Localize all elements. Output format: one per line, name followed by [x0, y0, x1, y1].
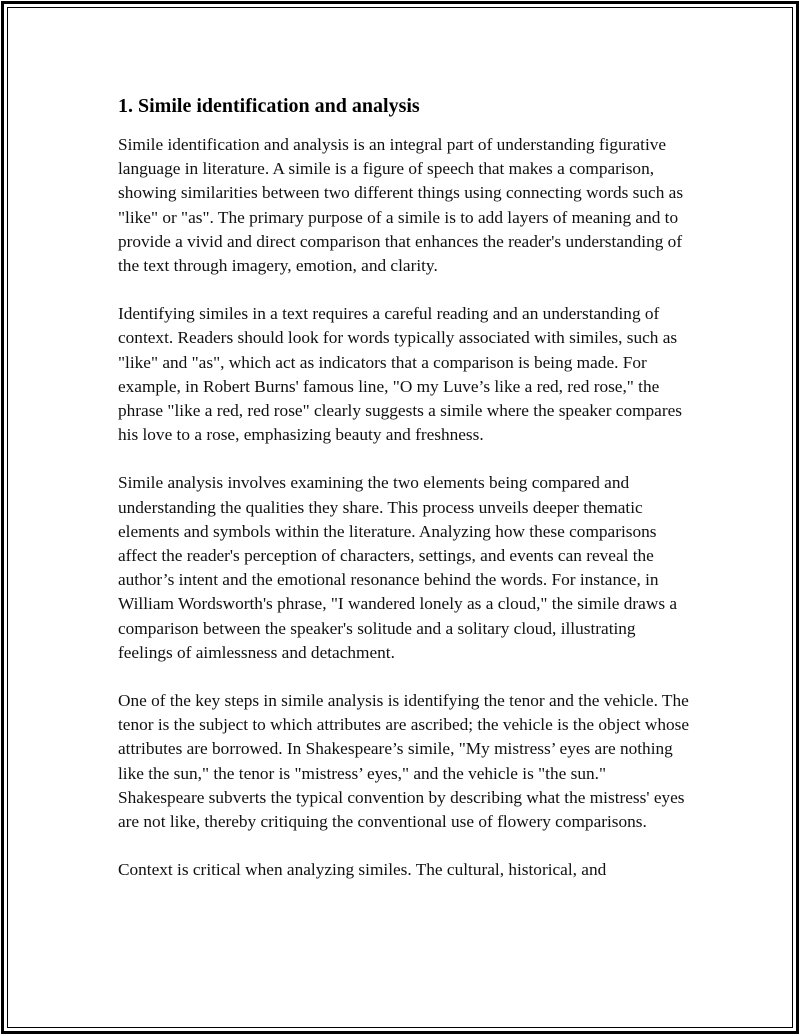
paragraph-simile-analysis: Simile analysis involves examining the two elements being compared and understanding the qualities they share. This process unveils deeper thematic elements and symbols within the literature. Analyzing how these comparisons affect the reader's perception of characters, settings, and events can reveal the author’s intent and the emotional resonance behind the words. For instance, in William Wordsworth's phrase, "I wandered lonely as a cloud," the simile draws a comparison between the speaker's solitude and a solitary cloud, illustrating feelings of aimlessness and detachment. [118, 473, 678, 662]
section-heading: 1. Simile identification and analysis [118, 95, 420, 117]
paragraph-identifying-similes: Identifying similes in a text requires a careful reading and an understanding of context. Readers should look for words typically associated with similes, such as "like" and "as", which act as indicators that a comparison is being made. For example, in Robert Burns' famous line, "O my Luve’s like a red, red rose," the phrase "like a red, red rose" clearly suggests a simile where the speaker compares his love to a rose, emphasizing beauty and freshness. [118, 304, 683, 445]
paragraph-intro: Simile identification and analysis is an integral part of understanding figurative language in literature. A simile is a figure of speech that makes a comparison, showing similarities between two different things using connecting words such as "like" or "as". The primary purpose of a simile is to add layers of meaning and to provide a vivid and direct comparison that enhances the reader's understanding of the text through imagery, emotion, and clarity. [118, 135, 684, 276]
paragraph-tenor-vehicle: One of the key steps in simile analysis is identifying the tenor and the vehicle. The tenor is the subject to which attributes are ascribed; the vehicle is the object whose attributes are borrowed. In Shakespeare’s simile, "My mistress’ eyes are nothing like the sun," the tenor is "mistress’ eyes," and the vehicle is "the sun." Shakespeare subverts the typical convention by describing what the mistress' eyes are not like, thereby critiquing the conventional use of flowery comparisons. [118, 691, 690, 832]
paragraph-context: Context is critical when analyzing similes. The cultural, historical, and [118, 860, 607, 880]
document-body [118, 93, 692, 906]
